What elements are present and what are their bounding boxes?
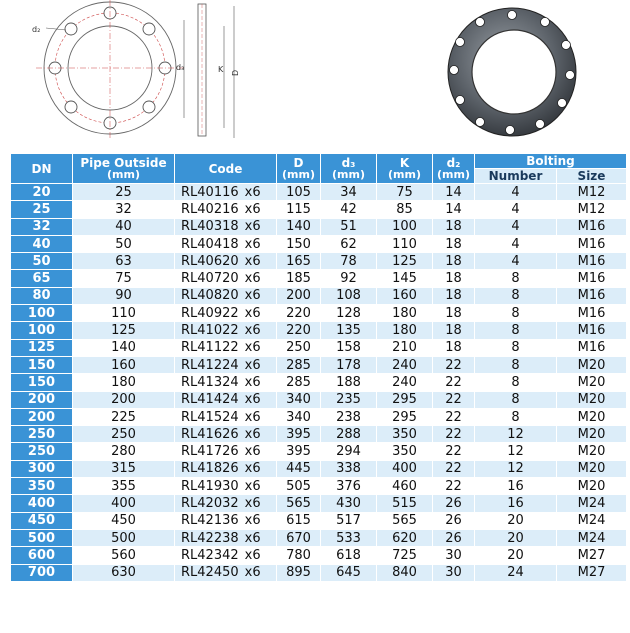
- cell-pipe: 110: [73, 305, 175, 322]
- cell-d2: 22: [433, 391, 475, 408]
- cell-size: M16: [557, 305, 627, 322]
- cell-number: 8: [475, 305, 557, 322]
- cell-code-value: RL41626: [181, 426, 239, 442]
- cell-code: [175, 547, 277, 564]
- cell-d: 150: [277, 235, 321, 252]
- cell-size: M24: [557, 495, 627, 512]
- cell-d3: 92: [321, 270, 377, 287]
- cell-code-multiplier: x6: [244, 565, 261, 581]
- cell-k: 85: [377, 201, 433, 218]
- cell-code: [175, 478, 277, 495]
- cell-code-value: RL42342: [181, 547, 239, 563]
- cell-number: 8: [475, 356, 557, 373]
- cell-d2: 26: [433, 512, 475, 529]
- table-row: [11, 547, 627, 564]
- cell-code: [175, 201, 277, 218]
- cell-d2: 18: [433, 218, 475, 235]
- cell-pipe: 50: [73, 235, 175, 252]
- table-row: [11, 235, 627, 252]
- cell-size: M12: [557, 201, 627, 218]
- cell-code-multiplier: x6: [244, 461, 261, 477]
- cell-dn: 80: [11, 287, 73, 304]
- cell-dn: 200: [11, 408, 73, 425]
- cell-d2: 18: [433, 253, 475, 270]
- cell-d2: 22: [433, 374, 475, 391]
- cell-d3: 288: [321, 426, 377, 443]
- cell-d2: 18: [433, 322, 475, 339]
- table-row: [11, 391, 627, 408]
- cell-dn: 250: [11, 426, 73, 443]
- cell-k: 460: [377, 478, 433, 495]
- cell-dn: 600: [11, 547, 73, 564]
- cell-code-value: RL41324: [181, 374, 239, 390]
- cell-d2: 22: [433, 443, 475, 460]
- cell-dn: 400: [11, 495, 73, 512]
- cell-d: 115: [277, 201, 321, 218]
- cell-number: 4: [475, 218, 557, 235]
- cell-dn: 250: [11, 443, 73, 460]
- cell-d: 340: [277, 408, 321, 425]
- cell-number: 20: [475, 512, 557, 529]
- cell-code: [175, 408, 277, 425]
- cell-pipe: 355: [73, 478, 175, 495]
- cell-pipe: 315: [73, 460, 175, 477]
- cell-number: 16: [475, 495, 557, 512]
- cell-size: M24: [557, 512, 627, 529]
- cell-code-value: RL41826: [181, 461, 239, 477]
- cell-code-value: RL41524: [181, 409, 239, 425]
- cell-pipe: 400: [73, 495, 175, 512]
- cell-d: 285: [277, 374, 321, 391]
- cell-k: 125: [377, 253, 433, 270]
- cell-pipe: 630: [73, 564, 175, 581]
- cell-d3: 294: [321, 443, 377, 460]
- cell-code: [175, 512, 277, 529]
- cell-code-multiplier: x6: [244, 530, 261, 546]
- table-row: [11, 201, 627, 218]
- cell-number: 4: [475, 184, 557, 201]
- cell-k: 620: [377, 529, 433, 546]
- cell-code-multiplier: x6: [244, 444, 261, 460]
- cell-d3: 62: [321, 235, 377, 252]
- header-bolting-number: Number: [475, 169, 557, 184]
- cell-d3: 78: [321, 253, 377, 270]
- cell-d: 505: [277, 478, 321, 495]
- cell-d: 895: [277, 564, 321, 581]
- table-body: [11, 184, 627, 582]
- table-row: [11, 339, 627, 356]
- header-bolting-size: Size: [557, 169, 627, 184]
- cell-number: 8: [475, 408, 557, 425]
- flange-technical-drawing: [0, 0, 260, 150]
- cell-code-value: RL40922: [181, 305, 239, 321]
- cell-k: 400: [377, 460, 433, 477]
- cell-number: 8: [475, 374, 557, 391]
- d3-label: d₃: [176, 63, 185, 72]
- cell-k: 100: [377, 218, 433, 235]
- cell-size: M27: [557, 564, 627, 581]
- cell-dn: 20: [11, 184, 73, 201]
- cell-pipe: 180: [73, 374, 175, 391]
- cell-code-value: RL40720: [181, 271, 239, 287]
- cell-number: 8: [475, 287, 557, 304]
- cell-pipe: 200: [73, 391, 175, 408]
- cell-code: [175, 184, 277, 201]
- cell-code-multiplier: x6: [244, 340, 261, 356]
- cell-number: 8: [475, 322, 557, 339]
- cell-d: 670: [277, 529, 321, 546]
- table-row: [11, 460, 627, 477]
- table-row: [11, 478, 627, 495]
- cell-code-value: RL42032: [181, 495, 239, 511]
- cell-code: [175, 322, 277, 339]
- cell-d: 285: [277, 356, 321, 373]
- cell-d3: 178: [321, 356, 377, 373]
- cell-d3: 618: [321, 547, 377, 564]
- cell-code: [175, 218, 277, 235]
- cell-code: [175, 564, 277, 581]
- cell-d2: 18: [433, 287, 475, 304]
- d-label: D: [231, 69, 240, 76]
- cell-d: 140: [277, 218, 321, 235]
- cell-dn: 50: [11, 253, 73, 270]
- cell-d3: 533: [321, 529, 377, 546]
- table-row: [11, 564, 627, 581]
- cell-dn: 32: [11, 218, 73, 235]
- cell-dn: 100: [11, 305, 73, 322]
- cell-d3: 108: [321, 287, 377, 304]
- cell-code-value: RL41726: [181, 444, 239, 460]
- cell-dn: 100: [11, 322, 73, 339]
- cell-k: 840: [377, 564, 433, 581]
- cell-d: 615: [277, 512, 321, 529]
- cell-code: [175, 339, 277, 356]
- cell-pipe: 225: [73, 408, 175, 425]
- cell-k: 565: [377, 512, 433, 529]
- cell-size: M12: [557, 184, 627, 201]
- cell-pipe: 560: [73, 547, 175, 564]
- cell-pipe: 75: [73, 270, 175, 287]
- cell-number: 12: [475, 460, 557, 477]
- cell-d: 220: [277, 322, 321, 339]
- cell-d3: 238: [321, 408, 377, 425]
- cell-d2: 22: [433, 356, 475, 373]
- cell-d2: 18: [433, 305, 475, 322]
- cell-pipe: 450: [73, 512, 175, 529]
- cell-d: 165: [277, 253, 321, 270]
- cell-k: 515: [377, 495, 433, 512]
- cell-d: 395: [277, 426, 321, 443]
- cell-pipe: 40: [73, 218, 175, 235]
- cell-code-multiplier: x6: [244, 357, 261, 373]
- cell-d: 780: [277, 547, 321, 564]
- cell-code-value: RL40418: [181, 236, 239, 252]
- cell-number: 20: [475, 529, 557, 546]
- cell-d2: 22: [433, 408, 475, 425]
- cell-d2: 14: [433, 184, 475, 201]
- cell-code: [175, 305, 277, 322]
- table-row: [11, 253, 627, 270]
- cell-number: 4: [475, 201, 557, 218]
- cell-dn: 125: [11, 339, 73, 356]
- cell-d3: 158: [321, 339, 377, 356]
- header-code: Code: [175, 154, 277, 184]
- cell-size: M16: [557, 287, 627, 304]
- table-row: [11, 322, 627, 339]
- header-dn: DN: [11, 154, 73, 184]
- cell-number: 12: [475, 443, 557, 460]
- cell-code-multiplier: x6: [244, 392, 261, 408]
- cell-code: [175, 495, 277, 512]
- cell-d3: 517: [321, 512, 377, 529]
- cell-k: 350: [377, 426, 433, 443]
- cell-size: M20: [557, 356, 627, 373]
- cell-d2: 14: [433, 201, 475, 218]
- cell-code-multiplier: x6: [244, 323, 261, 339]
- flange-spec-table: [10, 153, 627, 582]
- cell-code-multiplier: x6: [244, 374, 261, 390]
- cell-d: 565: [277, 495, 321, 512]
- cell-code-multiplier: x6: [244, 426, 261, 442]
- cell-k: 295: [377, 391, 433, 408]
- cell-number: 20: [475, 547, 557, 564]
- cell-dn: 25: [11, 201, 73, 218]
- cell-d3: 376: [321, 478, 377, 495]
- cell-d2: 22: [433, 426, 475, 443]
- cell-code-value: RL40820: [181, 288, 239, 304]
- cell-d3: 135: [321, 322, 377, 339]
- cell-code-multiplier: x6: [244, 495, 261, 511]
- cell-pipe: 250: [73, 426, 175, 443]
- cell-k: 350: [377, 443, 433, 460]
- cell-d2: 18: [433, 270, 475, 287]
- cell-code: [175, 253, 277, 270]
- cell-d3: 34: [321, 184, 377, 201]
- cell-pipe: 500: [73, 529, 175, 546]
- cell-pipe: 125: [73, 322, 175, 339]
- cell-size: M27: [557, 547, 627, 564]
- cell-d2: 26: [433, 529, 475, 546]
- cell-dn: 300: [11, 460, 73, 477]
- header-bolting: Bolting: [475, 154, 627, 169]
- cell-size: M20: [557, 374, 627, 391]
- header-d2: d₂ (mm): [433, 154, 475, 184]
- table-row: [11, 408, 627, 425]
- cell-number: 16: [475, 478, 557, 495]
- cell-dn: 450: [11, 512, 73, 529]
- table-row: [11, 356, 627, 373]
- cell-k: 240: [377, 356, 433, 373]
- cell-size: M20: [557, 391, 627, 408]
- cell-pipe: 90: [73, 287, 175, 304]
- cell-size: M16: [557, 253, 627, 270]
- header-k: K (mm): [377, 154, 433, 184]
- cell-code-multiplier: x6: [244, 219, 261, 235]
- cell-size: M20: [557, 478, 627, 495]
- cell-d: 105: [277, 184, 321, 201]
- cell-d3: 42: [321, 201, 377, 218]
- cell-size: M20: [557, 408, 627, 425]
- cell-code-value: RL42238: [181, 530, 239, 546]
- cell-code-multiplier: x6: [244, 236, 261, 252]
- cell-code-multiplier: x6: [244, 547, 261, 563]
- cell-code: [175, 374, 277, 391]
- cell-d2: 22: [433, 478, 475, 495]
- table-row: [11, 218, 627, 235]
- cell-code: [175, 426, 277, 443]
- cell-pipe: 140: [73, 339, 175, 356]
- cell-number: 4: [475, 253, 557, 270]
- cell-size: M20: [557, 426, 627, 443]
- cell-size: M16: [557, 339, 627, 356]
- cell-code-value: RL41122: [181, 340, 239, 356]
- cell-code-value: RL41224: [181, 357, 239, 373]
- cell-pipe: 32: [73, 201, 175, 218]
- cell-code: [175, 235, 277, 252]
- cell-d3: 338: [321, 460, 377, 477]
- cell-k: 145: [377, 270, 433, 287]
- cell-d2: 30: [433, 547, 475, 564]
- header-d3: d₃ (mm): [321, 154, 377, 184]
- cell-d3: 430: [321, 495, 377, 512]
- cell-pipe: 160: [73, 356, 175, 373]
- cell-number: 8: [475, 339, 557, 356]
- cell-k: 295: [377, 408, 433, 425]
- cell-k: 75: [377, 184, 433, 201]
- cell-d: 185: [277, 270, 321, 287]
- table-row: [11, 287, 627, 304]
- header-d: D (mm): [277, 154, 321, 184]
- cell-d2: 26: [433, 495, 475, 512]
- cell-k: 725: [377, 547, 433, 564]
- cell-code-value: RL41424: [181, 392, 239, 408]
- cell-dn: 40: [11, 235, 73, 252]
- cell-d: 250: [277, 339, 321, 356]
- cell-dn: 700: [11, 564, 73, 581]
- cell-code-multiplier: x6: [244, 271, 261, 287]
- cell-code: [175, 529, 277, 546]
- cell-code: [175, 443, 277, 460]
- cell-code-value: RL40216: [181, 201, 239, 217]
- cell-d: 340: [277, 391, 321, 408]
- cell-size: M24: [557, 529, 627, 546]
- cell-d3: 128: [321, 305, 377, 322]
- cell-k: 160: [377, 287, 433, 304]
- header-pipe-outside: Pipe Outside (mm): [73, 154, 175, 184]
- cell-code-multiplier: x6: [244, 513, 261, 529]
- cell-d2: 18: [433, 235, 475, 252]
- cell-size: M16: [557, 270, 627, 287]
- cell-code-value: RL40318: [181, 219, 239, 235]
- cell-size: M20: [557, 460, 627, 477]
- cell-size: M16: [557, 322, 627, 339]
- flange-photo: [440, 0, 590, 150]
- cell-k: 180: [377, 305, 433, 322]
- cell-code-multiplier: x6: [244, 478, 261, 494]
- cell-code-value: RL41930: [181, 478, 239, 494]
- cell-d2: 22: [433, 460, 475, 477]
- cell-dn: 65: [11, 270, 73, 287]
- cell-d: 395: [277, 443, 321, 460]
- header-row: [11, 154, 627, 169]
- cell-k: 180: [377, 322, 433, 339]
- table-row: [11, 512, 627, 529]
- cell-code-multiplier: x6: [244, 305, 261, 321]
- d2-label: d₂: [32, 25, 41, 34]
- cell-k: 240: [377, 374, 433, 391]
- table-row: [11, 184, 627, 201]
- cell-code-value: RL42136: [181, 513, 239, 529]
- cell-code: [175, 270, 277, 287]
- cell-d3: 235: [321, 391, 377, 408]
- cell-k: 110: [377, 235, 433, 252]
- table-row: [11, 270, 627, 287]
- cell-code-multiplier: x6: [244, 409, 261, 425]
- cell-pipe: 63: [73, 253, 175, 270]
- cell-size: M16: [557, 218, 627, 235]
- cell-number: 8: [475, 270, 557, 287]
- cell-code-value: RL42450: [181, 565, 239, 581]
- cell-dn: 150: [11, 374, 73, 391]
- k-label: K: [218, 65, 224, 74]
- cell-size: M16: [557, 235, 627, 252]
- cell-d: 200: [277, 287, 321, 304]
- cell-k: 210: [377, 339, 433, 356]
- cell-d3: 645: [321, 564, 377, 581]
- flange-side-view: [198, 4, 206, 136]
- cell-dn: 350: [11, 478, 73, 495]
- cell-pipe: 280: [73, 443, 175, 460]
- cell-d3: 188: [321, 374, 377, 391]
- table-row: [11, 426, 627, 443]
- cell-number: 24: [475, 564, 557, 581]
- cell-code-value: RL41022: [181, 323, 239, 339]
- table-row: [11, 374, 627, 391]
- cell-number: 8: [475, 391, 557, 408]
- cell-code-value: RL40620: [181, 253, 239, 269]
- cell-size: M20: [557, 443, 627, 460]
- cell-dn: 200: [11, 391, 73, 408]
- cell-code-multiplier: x6: [244, 288, 261, 304]
- cell-dn: 150: [11, 356, 73, 373]
- cell-d2: 30: [433, 564, 475, 581]
- cell-pipe: 25: [73, 184, 175, 201]
- cell-code-multiplier: x6: [244, 184, 261, 200]
- table-row: [11, 305, 627, 322]
- cell-d: 445: [277, 460, 321, 477]
- cell-code-value: RL40116: [181, 184, 239, 200]
- cell-dn: 500: [11, 529, 73, 546]
- cell-d3: 51: [321, 218, 377, 235]
- table-row: [11, 529, 627, 546]
- cell-number: 4: [475, 235, 557, 252]
- cell-code: [175, 391, 277, 408]
- flange-bore: [472, 30, 556, 114]
- cell-d2: 18: [433, 339, 475, 356]
- table-row: [11, 443, 627, 460]
- cell-d: 220: [277, 305, 321, 322]
- cell-code: [175, 460, 277, 477]
- cell-number: 12: [475, 426, 557, 443]
- table-row: [11, 495, 627, 512]
- cell-code-multiplier: x6: [244, 253, 261, 269]
- cell-code: [175, 356, 277, 373]
- cell-code: [175, 287, 277, 304]
- cell-code-multiplier: x6: [244, 201, 261, 217]
